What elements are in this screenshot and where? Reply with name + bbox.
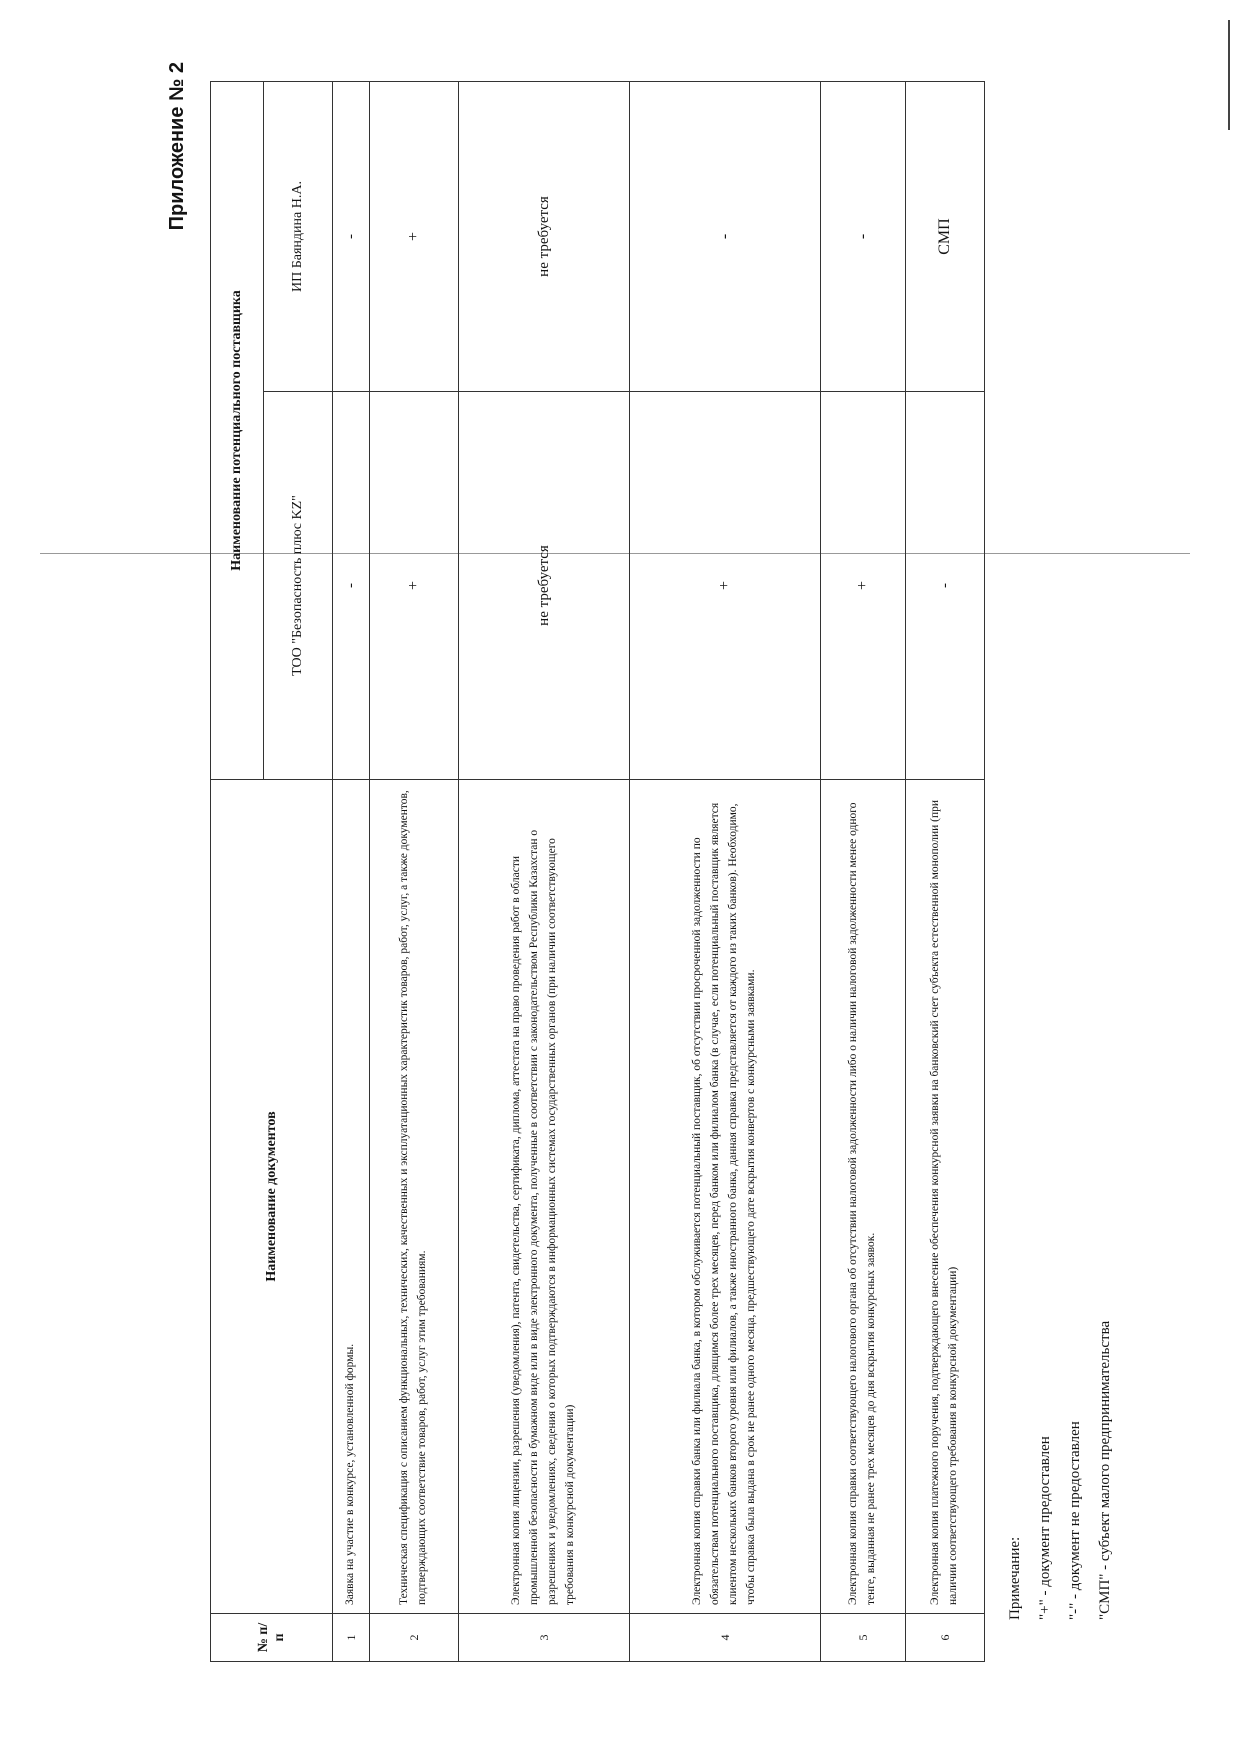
- row-mark-supplier-1: +: [370, 392, 459, 780]
- header-supplier-2: ИП Баяндина Н.А.: [264, 82, 333, 392]
- table-row: [821, 82, 906, 1662]
- row-mark-supplier-2: не требуется: [459, 82, 630, 392]
- row-mark-supplier-2: -: [333, 82, 370, 392]
- row-doc-name: Электронная копия лицензии, разрешения (уведомления), патента, свидетельства, сертификата, диплома, аттестата на право проведения работ в области промышленной безопасности в бумажном виде или в виде электронного документа, полученные в соответствии с законодательством Республики Казахстан о разрешениях и уведомлениях, сведения о которых подтверждаются в информационных системах государственных органов (при наличии соответствующего требования в конкурсной документации): [459, 780, 630, 1614]
- header-supplier-1: ТОО "Безопасность плюс KZ": [264, 392, 333, 780]
- header-row: [211, 82, 264, 1662]
- table-row: [906, 82, 985, 1662]
- notes-title: Примечание:: [1007, 1536, 1023, 1620]
- row-num: 4: [630, 1614, 821, 1662]
- table-row: [630, 82, 821, 1662]
- row-mark-supplier-1: -: [333, 392, 370, 780]
- rotated-document-sheet: [80, 52, 1160, 1702]
- table-row: [459, 82, 630, 1662]
- row-doc-name: Техническая спецификация с описанием функциональных, технических, качественных и эксплуатационных характеристик товаров, работ, услуг, а также документов, подтверждающих соответствие товаров, работ, услуг этим требованиям.: [370, 780, 459, 1614]
- row-num: 1: [333, 1614, 370, 1662]
- notes-block: [1000, 1321, 1120, 1620]
- row-num: 2: [370, 1614, 459, 1662]
- row-doc-name: Заявка на участие в конкурсе, установленной формы.: [333, 780, 370, 1614]
- header-num: № п/п: [211, 1614, 333, 1662]
- row-doc-name: Электронная копия платежного поручения, подтверждающего внесение обеспечения конкурсной заявки на банковский счет субъекта естественной монополии (при наличии соответствующего требования в конкурсной документации): [906, 780, 985, 1614]
- row-mark-supplier-2: СМП: [906, 82, 985, 392]
- note-item: "СМП" - субъект малого предпринимательства: [1097, 1320, 1113, 1620]
- header-doc-name: Наименование документов: [211, 780, 333, 1614]
- row-mark-supplier-1: +: [630, 392, 821, 780]
- row-mark-supplier-1: -: [906, 392, 985, 780]
- row-mark-supplier-2: -: [630, 82, 821, 392]
- note-item: "+" - документ предоставлен: [1037, 1436, 1053, 1620]
- row-num: 6: [906, 1614, 985, 1662]
- row-mark-supplier-1: +: [821, 392, 906, 780]
- row-mark-supplier-2: +: [370, 82, 459, 392]
- row-doc-name: Электронная копия справки банка или филиала банка, в котором обслуживается потенциальный поставщик, об отсутствии просроченной задолженности по обязательствам потенциального поставщика, длящимся более трех месяцев, перед банком или филиалом банка (в случае, если потенциальный поставщик является клиентом нескольких банков второго уровня или филиалов, а также иностранного банка, данная справка представляется от каждого из таких банков). Необходимо, чтобы справка была выдана в срок не ранее одного месяца, предшествующего дате вскрытия конвертов с конкурсными заявками.: [630, 780, 821, 1614]
- table-row: [333, 82, 370, 1662]
- row-doc-name: Электронная копия справки соответствующего налогового органа об отсутствии налоговой задолженности либо о наличии налоговой задолженности менее одного тенге, выданная не ранее трех месяцев до дня вскрытия конкурсных заявок.: [821, 780, 906, 1614]
- header-supplier-group: Наименование потенциального поставщика: [211, 82, 264, 780]
- note-item: "-" - документ не предоставлен: [1067, 1421, 1083, 1620]
- row-num: 3: [459, 1614, 630, 1662]
- row-num: 5: [821, 1614, 906, 1662]
- row-mark-supplier-2: -: [821, 82, 906, 392]
- documents-table: [210, 81, 985, 1662]
- row-mark-supplier-1: не требуется: [459, 392, 630, 780]
- appendix-title: Приложение № 2: [166, 62, 188, 231]
- table-row: [370, 82, 459, 1662]
- scan-edge-line: [1228, 20, 1230, 130]
